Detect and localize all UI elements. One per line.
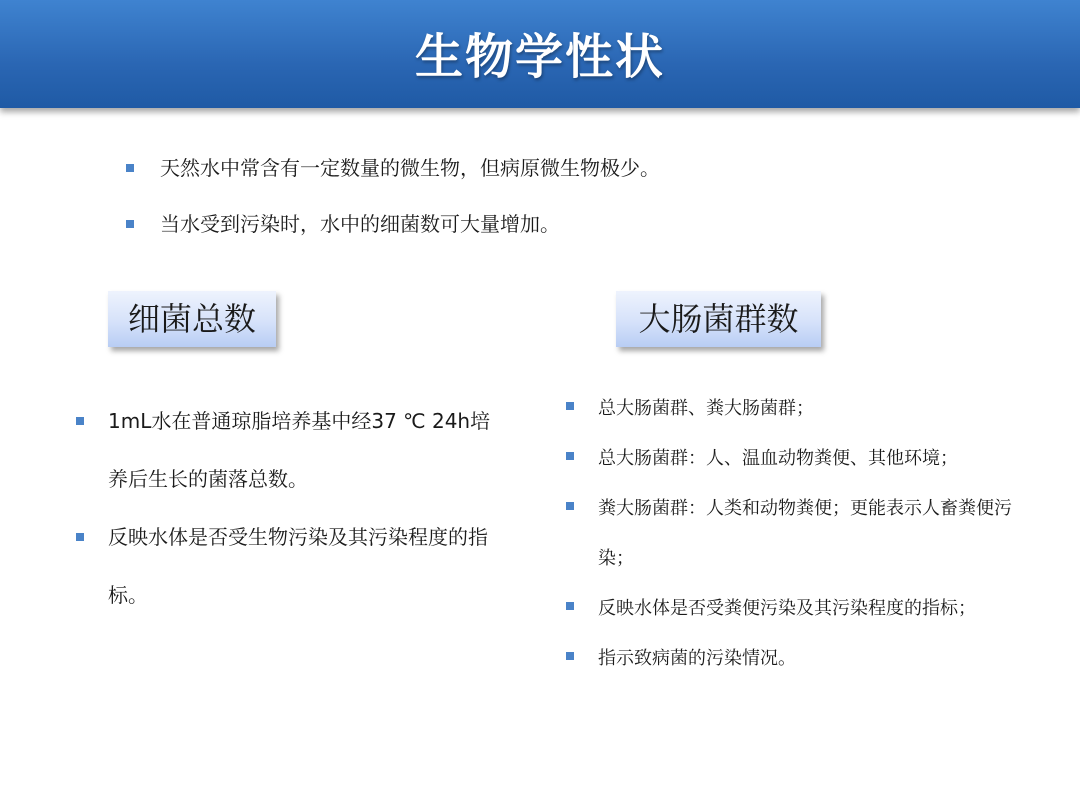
heading-total-bacteria: 细菌总数 — [108, 291, 276, 347]
square-bullet-icon — [566, 652, 574, 660]
list-item — [566, 484, 1046, 584]
list-item — [76, 392, 496, 508]
coliform-item-text: 反映水体是否受粪便污染及其污染程度的指标； — [598, 598, 976, 619]
coliform-item-text: 指示致病菌的污染情况。 — [598, 648, 796, 669]
coliform-item-text: 粪大肠菌群：人类和动物粪便；更能表示人畜粪便污染； — [598, 498, 1012, 569]
list-item — [76, 508, 496, 624]
square-bullet-icon — [76, 417, 84, 425]
bacteria-item-text: 反映水体是否受生物污染及其污染程度的指标。 — [108, 525, 488, 607]
page-title: 生物学性状 — [414, 29, 665, 85]
coliform-item-text: 总大肠菌群：人、温血动物粪便、其他环境； — [598, 448, 958, 469]
bacteria-item-text: 1mL水在普通琼脂培养基中经37 ℃ 24h培养后生长的菌落总数。 — [108, 409, 491, 491]
list-item — [566, 434, 1046, 484]
list-item — [566, 584, 1046, 634]
intro-list — [126, 154, 660, 266]
square-bullet-icon — [566, 502, 574, 510]
coliforms-list — [566, 384, 1046, 684]
intro-text: 天然水中常含有一定数量的微生物，但病原微生物极少。 — [160, 156, 660, 180]
total-bacteria-list — [76, 392, 496, 624]
heading-coliforms: 大肠菌群数 — [616, 291, 821, 347]
title-bar — [0, 0, 1080, 108]
list-item — [566, 384, 1046, 434]
square-bullet-icon — [566, 402, 574, 410]
list-item — [126, 154, 660, 182]
intro-text: 当水受到污染时，水中的细菌数可大量增加。 — [160, 212, 560, 236]
square-bullet-icon — [126, 164, 134, 172]
square-bullet-icon — [566, 602, 574, 610]
list-item — [566, 634, 1046, 684]
square-bullet-icon — [126, 220, 134, 228]
coliform-item-text: 总大肠菌群、粪大肠菌群； — [598, 398, 814, 419]
list-item — [126, 210, 660, 238]
square-bullet-icon — [76, 533, 84, 541]
square-bullet-icon — [566, 452, 574, 460]
